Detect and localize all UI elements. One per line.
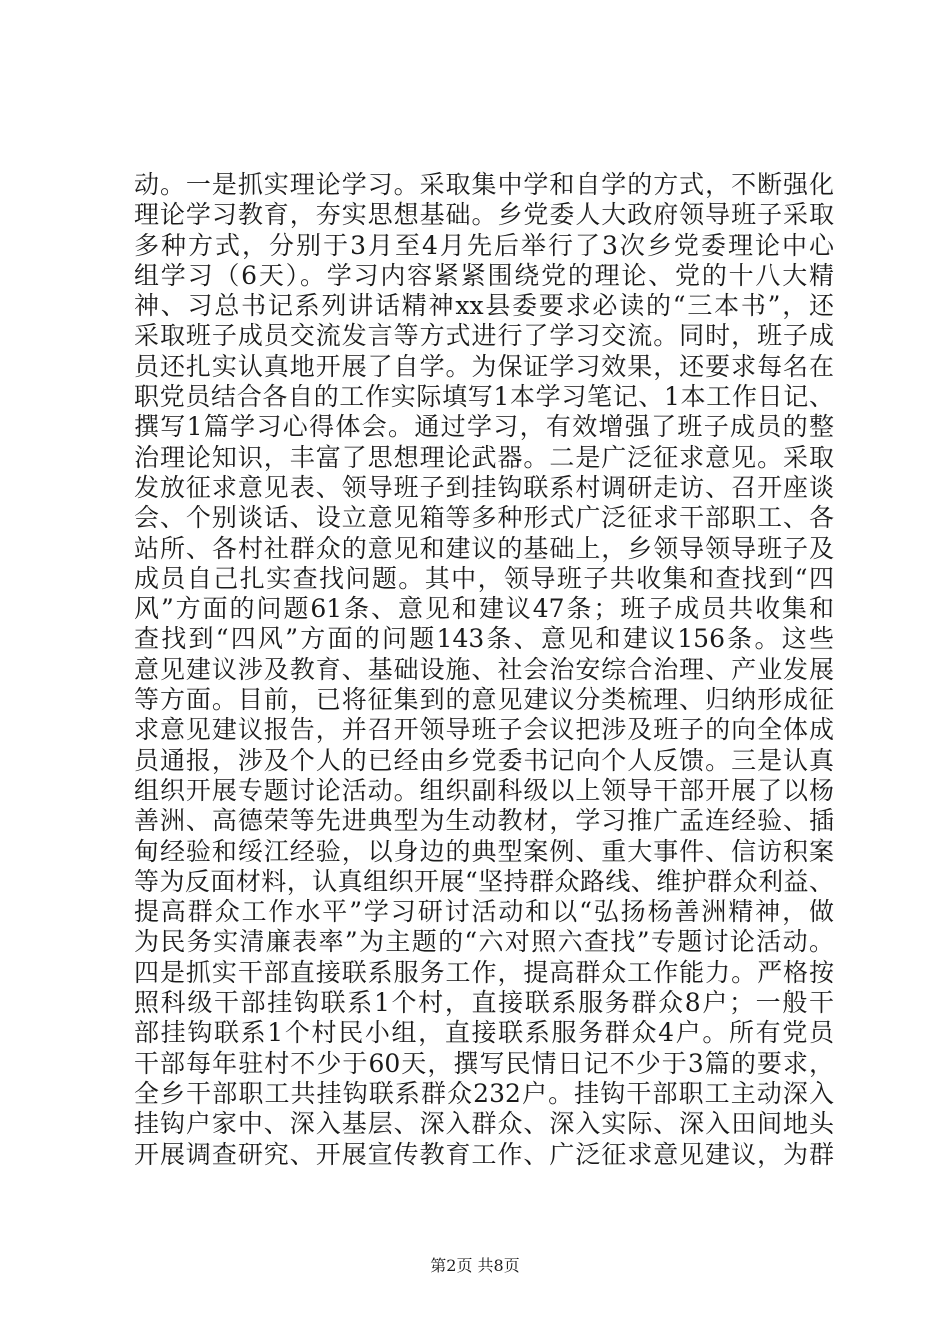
text-line: 干部每年驻村不少于60天，撰写民情日记不少于3篇的要求， <box>134 1048 834 1078</box>
text-line: 多种方式，分别于3月至4月先后举行了3次乡党委理论中心 <box>134 230 834 260</box>
text-line: 组织开展专题讨论活动。组织副科级以上领导干部开展了以杨 <box>134 775 834 805</box>
text-line: 治理论知识，丰富了思想理论武器。二是广泛征求意见。采取 <box>134 442 834 472</box>
text-line: 员通报，涉及个人的已经由乡党委书记向个人反馈。三是认真 <box>134 745 834 775</box>
text-line: 等为反面材料，认真组织开展“坚持群众路线、维护群众利益、 <box>134 866 834 896</box>
text-line: 为民务实清廉表率”为主题的“六对照六查找”专题讨论活动。 <box>134 927 834 957</box>
text-line: 理论学习教育，夯实思想基础。乡党委人大政府领导班子采取 <box>134 200 834 230</box>
text-line: 采取班子成员交流发言等方式进行了学习交流。同时，班子成 <box>134 321 834 351</box>
text-line: 善洲、高德荣等先进典型为生动教材，学习推广孟连经验、插 <box>134 806 834 836</box>
text-line: 会、个别谈话、设立意见箱等多种形式广泛征求干部职工、各 <box>134 503 834 533</box>
text-line: 四是抓实干部直接联系服务工作，提高群众工作能力。严格按 <box>134 957 834 987</box>
text-line: 成员自己扎实查找问题。其中，领导班子共收集和查找到“四 <box>134 563 834 593</box>
text-line: 神、习总书记系列讲话精神xx县委要求必读的“三本书”，还 <box>134 291 834 321</box>
text-line: 全乡干部职工共挂钩联系群众232户。挂钩干部职工主动深入 <box>134 1078 834 1108</box>
text-line: 查找到“四风”方面的问题143条、意见和建议156条。这些 <box>134 624 834 654</box>
text-line: 意见建议涉及教育、基础设施、社会治安综合治理、产业发展 <box>134 654 834 684</box>
text-line: 组学习（6天）。学习内容紧紧围绕党的理论、党的十八大精 <box>134 260 834 290</box>
text-line: 照科级干部挂钩联系1个村，直接联系服务群众8户；一般干 <box>134 988 834 1018</box>
page-number-footer: 第2页 共8页 <box>430 1256 520 1275</box>
text-line: 开展调查研究、开展宣传教育工作、广泛征求意见建议，为群 <box>134 1139 834 1169</box>
text-line: 风”方面的问题61条、意见和建议47条；班子成员共收集和 <box>134 594 834 624</box>
text-line: 站所、各村社群众的意见和建议的基础上，乡领导领导班子及 <box>134 533 834 563</box>
text-line: 提高群众工作水平”学习研讨活动和以“弘扬杨善洲精神，做 <box>134 897 834 927</box>
text-line: 发放征求意见表、领导班子到挂钩联系村调研走访、召开座谈 <box>134 472 834 502</box>
body-paragraph <box>134 170 834 1170</box>
text-line: 挂钩户家中、深入基层、深入群众、深入实际、深入田间地头 <box>134 1109 834 1139</box>
text-line: 动。一是抓实理论学习。采取集中学和自学的方式，不断强化 <box>134 170 834 199</box>
text-line: 职党员结合各自的工作实际填写1本学习笔记、1本工作日记、 <box>134 382 834 412</box>
text-line: 等方面。目前，已将征集到的意见建议分类梳理、归纳形成征 <box>134 685 834 715</box>
text-line: 部挂钩联系1个村民小组，直接联系服务群众4户。所有党员 <box>134 1018 834 1048</box>
text-line: 撰写1篇学习心得体会。通过学习，有效增强了班子成员的整 <box>134 412 834 442</box>
text-line: 员还扎实认真地开展了自学。为保证学习效果，还要求每名在 <box>134 351 834 381</box>
text-line: 甸经验和绥江经验，以身边的典型案例、重大事件、信访积案 <box>134 836 834 866</box>
text-line: 求意见建议报告，并召开领导班子会议把涉及班子的向全体成 <box>134 715 834 745</box>
